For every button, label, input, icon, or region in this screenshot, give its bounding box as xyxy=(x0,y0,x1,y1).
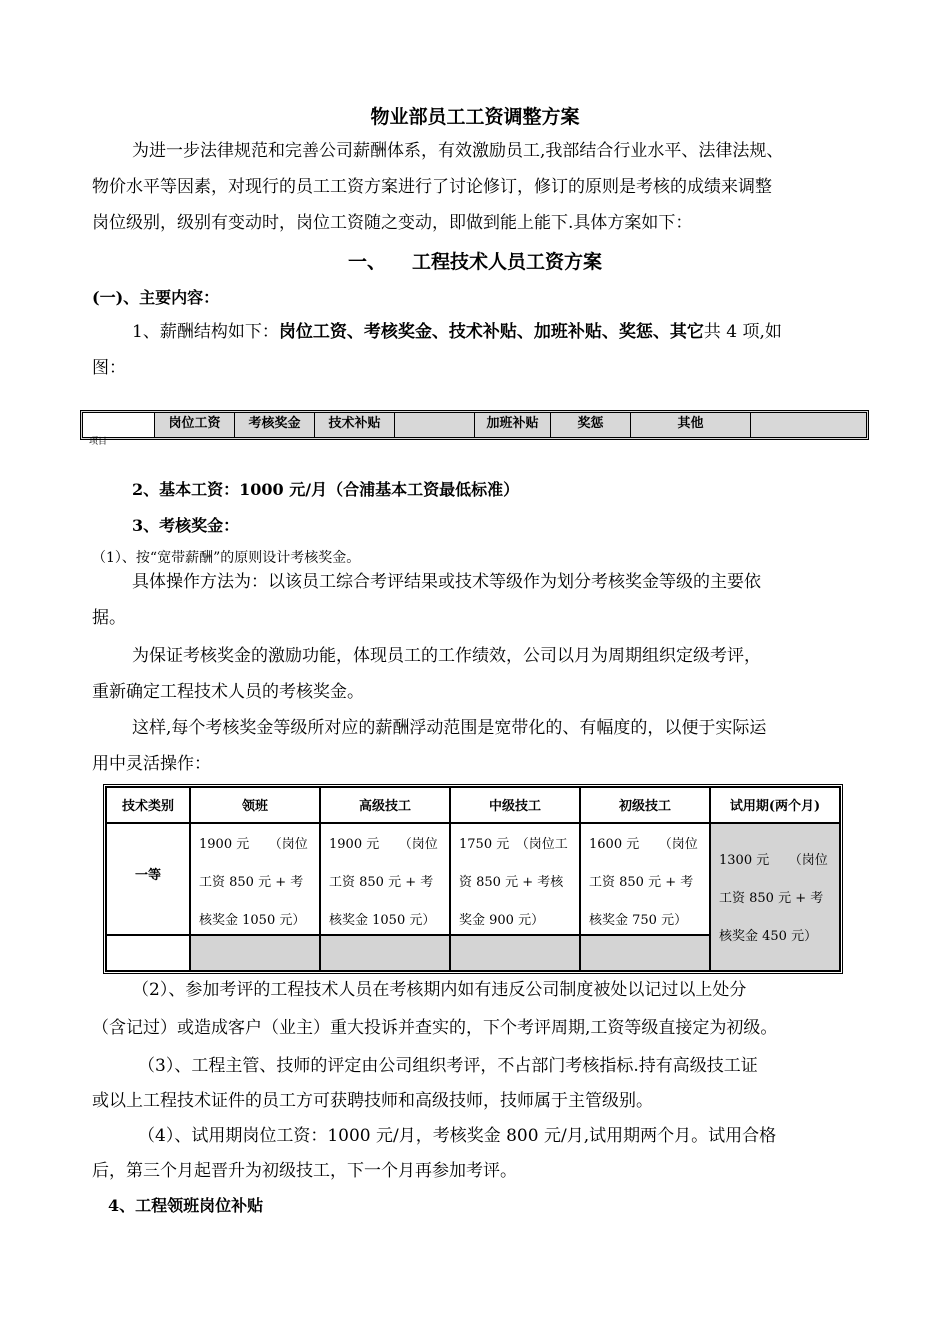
grade-header: 领班 xyxy=(190,787,320,823)
grade-empty-cell xyxy=(106,935,190,971)
salary-structure-items: 岗位工资、考核奖金、技术补贴、加班补贴、奖惩、其它 xyxy=(278,322,704,342)
grade-header: 中级技工 xyxy=(450,787,580,823)
document-title: 物业部员工工资调整方案 xyxy=(370,106,580,128)
section-heading xyxy=(0,247,950,274)
bonus-rule-1: （1）、按“宽带薪酬”的原则设计考核奖金。 xyxy=(92,550,361,566)
subheading-main-content: (一)、主要内容： xyxy=(92,288,220,307)
method-line-1: 具体操作方法为：以该员工综合考评结果或技术等级作为划分考核奖金等级的主要依 xyxy=(132,572,761,592)
intro-line-3: 岗位级别，级别有变动时，岗位工资随之变动，即做到能上能下.具体方案如下： xyxy=(92,213,693,233)
structure-cell: 岗位工资 xyxy=(155,413,235,437)
broadband-line-1: 这样,每个考核奖金等级所对应的薪酬浮动范围是宽带化的、有幅度的，以便于实际运 xyxy=(132,718,767,738)
salary-structure-table xyxy=(80,410,869,447)
grade-empty-cell xyxy=(190,935,320,971)
grade-empty-cell xyxy=(320,935,450,971)
incentive-line-2: 重新确定工程技术人员的考核奖金。 xyxy=(92,682,364,702)
trial-line-1: （4）、试用期岗位工资：1000 元/月，考核奖金 800 元/月,试用期两个月。试用合格 xyxy=(138,1126,777,1146)
salary-structure-line xyxy=(132,314,782,350)
grade-cell: 1750 元 （岗位工资 850 元 + 考核奖金 900 元） xyxy=(450,823,580,935)
grade-header: 试用期(两个月) xyxy=(710,787,840,823)
broadband-line-2: 用中灵活操作： xyxy=(92,754,211,774)
structure-cell: 加班补贴 xyxy=(475,413,551,437)
structure-cell: 奖惩 xyxy=(551,413,631,437)
supervisor-line-2: 或以上工程技术证件的员工方可获聘技师和高级技师，技师属于主管级别。 xyxy=(92,1091,653,1111)
foreman-allowance-heading: 4、工程领班岗位补贴 xyxy=(108,1196,264,1215)
grade-empty-cell xyxy=(450,935,580,971)
section-title: 工程技术人员工资方案 xyxy=(412,251,603,273)
grade-table xyxy=(103,784,843,974)
bonus-heading: 3、考核奖金： xyxy=(132,516,240,535)
section-number: 一、 xyxy=(347,251,386,273)
structure-cell: 考核奖金 xyxy=(235,413,315,437)
intro-line-2: 物价水平等因素，对现行的员工工资方案进行了讨论修订，修订的原则是考核的成绩来调整 xyxy=(92,177,772,197)
structure-cell: 技术补贴 xyxy=(315,413,395,437)
grade-trial-cell: 1300 元 （岗位工资 850 元 + 考核奖金 450 元） xyxy=(710,823,840,971)
structure-cell: 其他 xyxy=(631,413,751,437)
intro-line-1: 为进一步法律规范和完善公司薪酬体系，有效激励员工,我部结合行业水平、法律法规、 xyxy=(132,141,784,161)
trial-line-2: 后，第三个月起晋升为初级技工，下一个月再参加考评。 xyxy=(92,1161,517,1181)
salary-structure-suffix: 共 4 项,如 xyxy=(703,322,782,342)
basic-salary-line: 2、基本工资：1000 元/月（合浦基本工资最低标准） xyxy=(132,480,520,499)
grade-header: 技术类别 xyxy=(106,787,190,823)
structure-cell-label: 项目 xyxy=(83,413,155,437)
penalty-line-1: （2）、参加考评的工程技术人员在考核期内如有违反公司制度被处以记过以上处分 xyxy=(132,980,747,1000)
method-line-2: 据。 xyxy=(92,608,126,628)
grade-empty-cell xyxy=(580,935,710,971)
structure-cell xyxy=(395,413,475,437)
grade-cell: 1900 元 （岗位工资 850 元 + 考核奖金 1050 元） xyxy=(190,823,320,935)
grade-row-label: 一等 xyxy=(106,823,190,935)
salary-structure-prefix: 1、薪酬结构如下： xyxy=(132,322,279,342)
grade-cell: 1600 元 （岗位工资 850 元 + 考核奖金 750 元） xyxy=(580,823,710,935)
grade-cell: 1900 元 （岗位工资 850 元 + 考核奖金 1050 元） xyxy=(320,823,450,935)
grade-header: 初级技工 xyxy=(580,787,710,823)
grade-header: 高级技工 xyxy=(320,787,450,823)
penalty-line-2: （含记过）或造成客户（业主）重大投诉并查实的，下个考评周期,工资等级直接定为初级。 xyxy=(92,1018,778,1038)
structure-cell xyxy=(751,413,866,437)
salary-structure-line-2: 图： xyxy=(92,358,126,378)
supervisor-line-1: （3）、工程主管、技师的评定由公司组织考评，不占部门考核指标.持有高级技工证 xyxy=(138,1056,758,1076)
incentive-line-1: 为保证考核奖金的激励功能，体现员工的工作绩效，公司以月为周期组织定级考评， xyxy=(132,646,761,666)
